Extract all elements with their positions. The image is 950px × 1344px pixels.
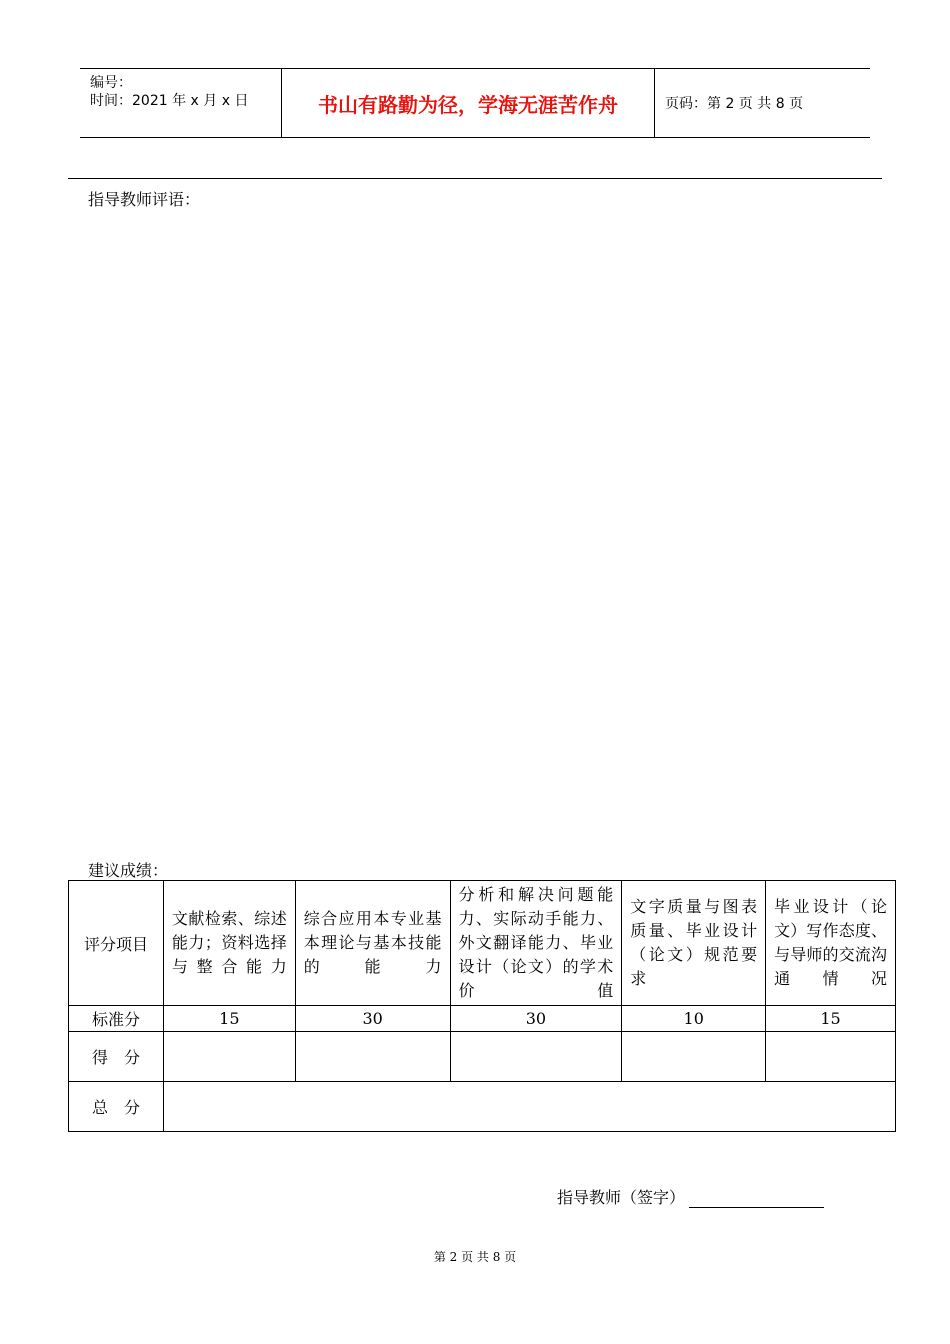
item-cell: 文字质量与图表质量、毕业设计（论文）规范要求: [622, 881, 766, 1006]
row-label-score: 得 分: [69, 1032, 164, 1082]
score-input-cell[interactable]: [163, 1032, 295, 1082]
item-cell: 文献检索、综述能力；资料选择与整合能力: [163, 881, 295, 1006]
score-input-cell[interactable]: [295, 1032, 450, 1082]
signature-line[interactable]: [689, 1189, 824, 1208]
grade-label: 建议成绩：: [88, 861, 169, 880]
row-label-standard: 标准分: [69, 1006, 164, 1032]
score-input-cell[interactable]: [766, 1032, 896, 1082]
table-row: [69, 1032, 896, 1082]
standard-score-cell: 30: [295, 1006, 450, 1032]
standard-score-cell: 10: [622, 1006, 766, 1032]
table-row: [69, 881, 896, 1006]
page-header: [80, 68, 870, 138]
row-label-total: 总 分: [69, 1082, 164, 1132]
signature-area: [557, 1185, 824, 1208]
standard-score-cell: 15: [766, 1006, 896, 1032]
score-input-cell[interactable]: [450, 1032, 622, 1082]
row-label-item: 评分项目: [69, 881, 164, 1006]
signature-label: 指导教师（签字）: [557, 1188, 686, 1207]
header-page-info: 页码：第 2 页 共 8 页: [665, 96, 804, 112]
time-label: 时间：2021 年 x 月 x 日: [90, 93, 249, 109]
table-row: [69, 1082, 896, 1132]
header-meta: [80, 69, 282, 137]
table-row: [69, 1006, 896, 1032]
item-cell: 分析和解决问题能力、实际动手能力、外文翻译能力、毕业设计（论文）的学术价值: [450, 881, 622, 1006]
item-cell: 毕业设计（论文）写作态度、与导师的交流沟通情况: [766, 881, 896, 1006]
standard-score-cell: 30: [450, 1006, 622, 1032]
score-input-cell[interactable]: [622, 1032, 766, 1082]
header-motto: 书山有路勤为径，学海无涯苦作舟: [282, 69, 655, 137]
number-label: 编号：: [90, 75, 132, 91]
standard-score-cell: 15: [163, 1006, 295, 1032]
page-footer: 第 2 页 共 8 页: [433, 1250, 517, 1264]
item-cell: 综合应用本专业基本理论与基本技能的能力: [295, 881, 450, 1006]
total-input-cell[interactable]: [163, 1082, 895, 1132]
score-table: [68, 880, 896, 1132]
header-divider: [68, 178, 882, 179]
comment-label: 指导教师评语：: [88, 190, 201, 209]
